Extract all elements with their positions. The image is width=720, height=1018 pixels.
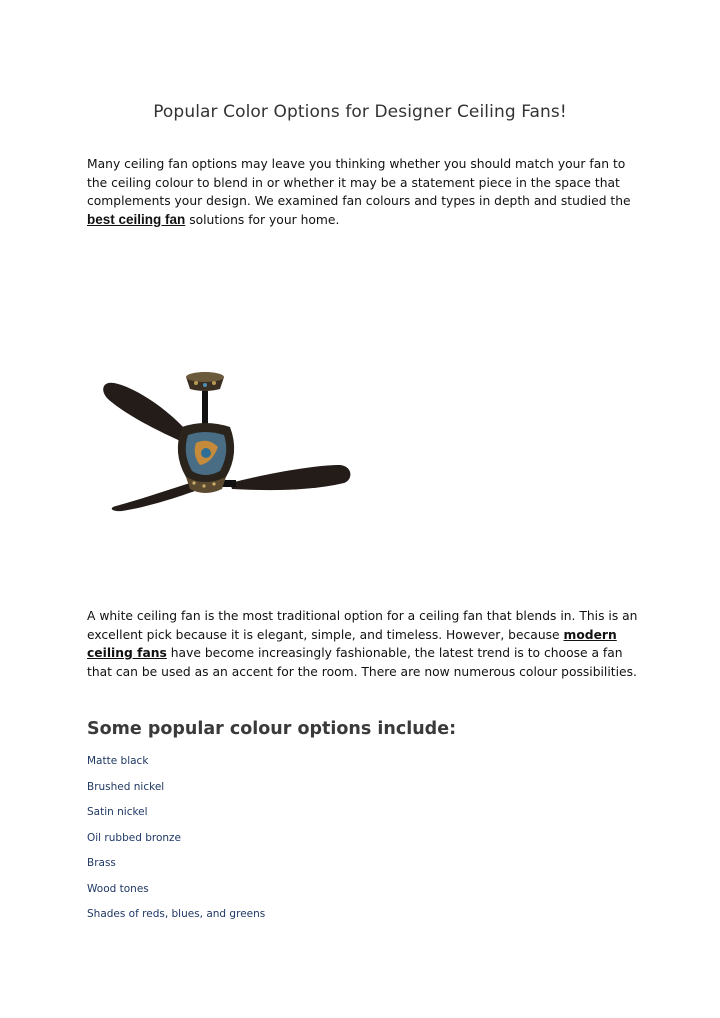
list-item: Satin nickel (87, 806, 148, 818)
intro-text-before: Many ceiling fan options may leave you thinking whether you should match your fan to the ceiling colour to blend in or whether it may be a statement piece in the space that complements your design. We examined fan colours and types in depth and studied the (87, 157, 631, 208)
list-item: Matte black (87, 755, 149, 767)
fan-blade-right (230, 465, 350, 490)
section-heading: Some popular colour options include: (87, 719, 457, 739)
fan-blade-bottom (112, 483, 195, 511)
ceiling-fan-image (100, 365, 360, 515)
modern-ceiling-fans-link[interactable]: modern ceiling fans (87, 627, 617, 660)
list-item: Wood tones (87, 882, 149, 895)
list-item: Brass (87, 857, 116, 869)
list-item: Oil rubbed bronze (87, 831, 182, 844)
page-title: Popular Color Options for Designer Ceiling Fans! (153, 102, 567, 122)
list-item: Shades of reds, blues, and greens (87, 908, 266, 920)
fan-blade-left (103, 383, 192, 445)
best-ceiling-fan-link[interactable]: best ceiling fan (87, 211, 186, 227)
body-text-before: A white ceiling fan is the most traditional option for a ceiling fan that blends in. This is an excellent pick because it is elegant, simple, and timeless. However, because (87, 609, 638, 642)
intro-text-after: solutions for your home. (185, 212, 340, 227)
colour-options-list (87, 754, 265, 933)
body-paragraph (87, 607, 642, 681)
body-text-after: have become increasingly fashionable, the latest trend is to choose a fan that can be used as an accent for the room. There are now numerous colour possibilities. (87, 646, 637, 679)
intro-paragraph (87, 155, 642, 229)
list-item: Brushed nickel (87, 780, 165, 793)
